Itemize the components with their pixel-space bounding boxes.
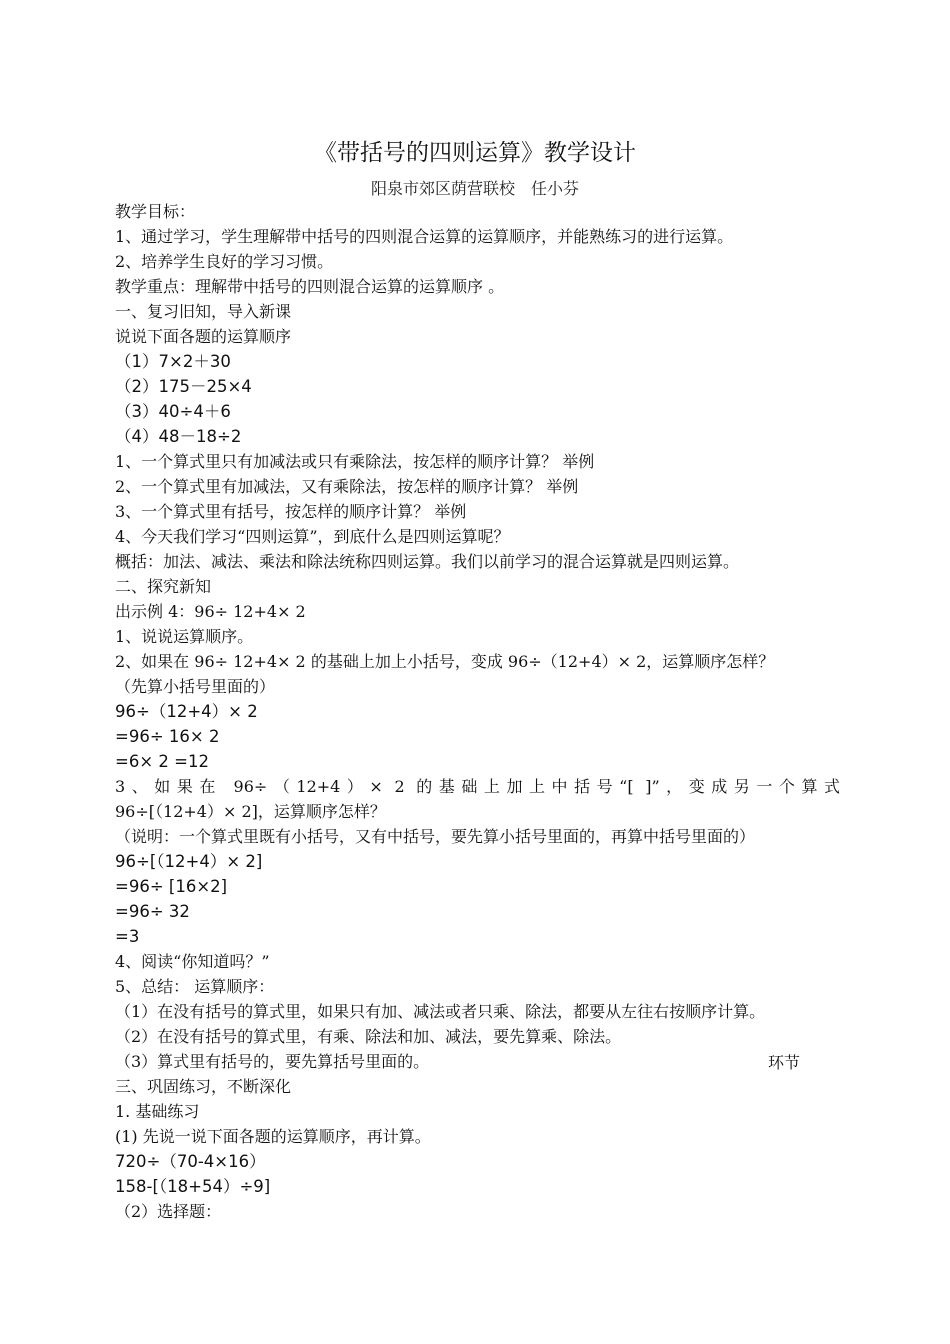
document-author: 阳泉市郊区荫营联校 任小芬 [370,179,579,198]
text-line: （说明：一个算式里既有小括号，又有中括号，要先算小括号里面的，再算中括号里面的） [115,827,756,846]
section-heading: 二、探究新知 [115,577,212,596]
text-line: 96÷[（12+4）× 2]，运算顺序怎样？ [115,802,386,821]
math-line: 720÷（70-4×16） [115,1152,266,1171]
text-line: （3）算式里有括号的，要先算括号里面的。 [115,1052,430,1071]
text-line: 出示例 4：96÷ 12+4× 2 [115,602,306,621]
text-line: 说说下面各题的运算顺序 [115,327,292,346]
margin-note: 环节 [768,1053,801,1072]
math-line: =96÷ 16× 2 [115,727,220,746]
text-line: （1）在没有括号的算式里，如果只有加、减法或者只乘、除法，都要从左往右按顺序计算。 [115,1002,766,1021]
text-line: 4、阅读“你知道吗？” [115,952,270,971]
math-line: =3 [115,927,140,946]
text-line: 2、培养学生良好的学习习惯。 [115,252,334,271]
math-line: =96÷ 32 [115,902,190,921]
math-line: （2）175－25×4 [115,377,252,396]
text-line: （先算小括号里面的） [115,677,276,696]
math-line: 158-[（18+54）÷9] [115,1177,271,1196]
math-line: =96÷ [16×2] [115,877,228,896]
math-line: =6× 2 =12 [115,752,209,771]
text-line: 概括：加法、减法、乘法和除法统称四则运算。我们以前学习的混合运算就是四则运算。 [115,552,740,571]
section-heading: 一、复习旧知，导入新课 [115,302,292,321]
text-line: 1、通过学习，学生理解带中括号的四则混合运算的运算顺序，并能熟练习的进行运算。 [115,227,734,246]
math-line: （4）48－18÷2 [115,427,242,446]
text-line: 5、总结： 运算顺序： [115,977,275,996]
section-heading: 三、巩固练习，不断深化 [115,1077,292,1096]
text-line: 教学重点：理解带中括号的四则混合运算的运算顺序 。 [115,277,505,296]
text-line: 2、一个算式里有加减法，又有乘除法，按怎样的顺序计算？ 举例 [115,477,579,496]
text-line: 1、说说运算顺序。 [115,627,254,646]
text-line: 4、今天我们学习“四则运算”，到底什么是四则运算呢？ [115,527,510,546]
text-line: (1) 先说一说下面各题的运算顺序，再计算。 [115,1127,431,1146]
text-line: 1. 基础练习 [115,1102,200,1121]
text-line: 教学目标： [115,202,196,221]
document-title: 《带括号的四则运算》教学设计 [314,140,636,166]
text-line: 1、一个算式里只有加减法或只有乘除法，按怎样的顺序计算？ 举例 [115,452,595,471]
text-line: 2、如果在 96÷ 12+4× 2 的基础上加上小括号，变成 96÷（12+4）× 2，运算顺序怎样？ [115,652,775,671]
math-line: （3）40÷4＋6 [115,402,231,421]
text-line: （2）选择题： [115,1202,222,1221]
math-line: 96÷（12+4）× 2 [115,702,258,721]
text-line: 3、如果在 96÷（12+4）× 2 的基础上加上中括号“[ ]”，变成另一个算式 [115,777,840,796]
text-line: （2）在没有括号的算式里，有乘、除法和加、减法，要先算乘、除法。 [115,1027,622,1046]
text-line: 3、一个算式里有括号，按怎样的顺序计算？ 举例 [115,502,467,521]
math-line: （1）7×2＋30 [115,352,231,371]
math-line: 96÷[（12+4）× 2] [115,852,263,871]
